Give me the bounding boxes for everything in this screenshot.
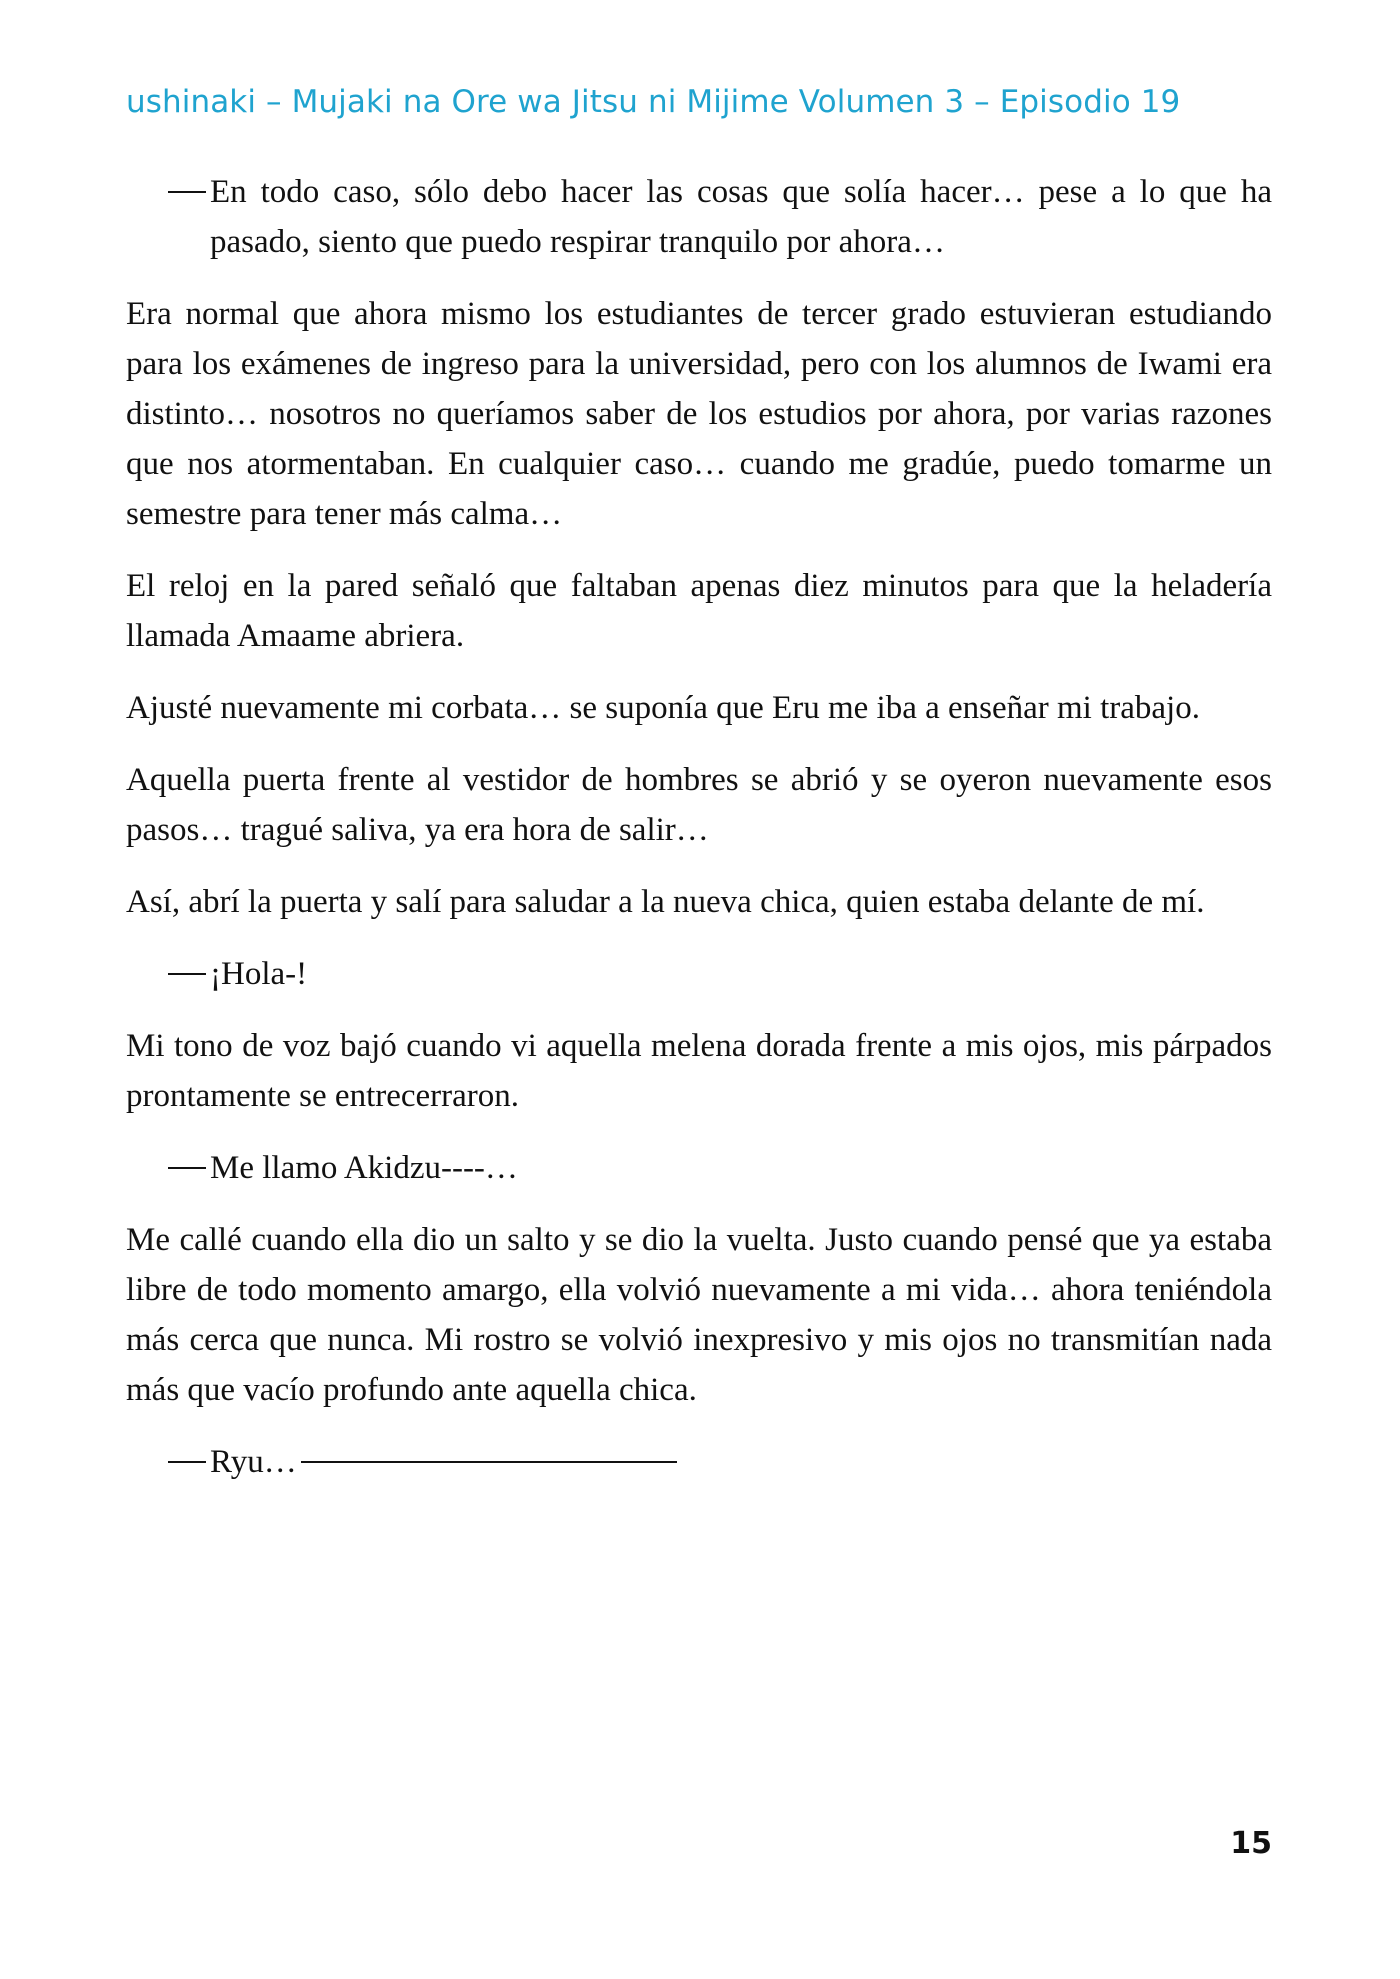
dialogue-line: [126, 167, 1272, 267]
dialogue-line: [126, 1143, 1272, 1193]
narration-paragraph: Ajusté nuevamente mi corbata… se suponía que Eru me iba a enseñar mi trabajo.: [126, 690, 1200, 726]
narration-paragraph: Era normal que ahora mismo los estudiantes de tercer grado estuvieran estudiando para los exámenes de ingreso para la universidad, pero con los alumnos de Iwami era distinto… nosotros no queríamos saber de los estudios por ahora, por varias razones que nos atormentaban. En cualquier caso… cuando me gradúe, puedo tomarme un semestre para tener más calma…: [126, 296, 1272, 532]
trailing-rule: [301, 1461, 677, 1463]
dialogue-text: Me llamo Akidzu----…: [210, 1150, 518, 1186]
dialogue-line: [126, 949, 1272, 999]
dialogue-text: Ryu…: [210, 1444, 297, 1480]
em-dash: [168, 167, 210, 217]
em-dash: [168, 949, 210, 999]
em-dash: [168, 1437, 210, 1487]
narration-paragraph: Así, abrí la puerta y salí para saludar a la nueva chica, quien estaba delante de mí.: [126, 884, 1205, 920]
em-dash: [168, 1143, 210, 1193]
narration-paragraph: Me callé cuando ella dio un salto y se dio la vuelta. Justo cuando pensé que ya estaba libre de todo momento amargo, ella volvió nuevamente a mi vida… ahora teniéndola más cerca que nunca. Mi rostro se volvió inexpresivo y mis ojos no transmitían nada más que vacío profundo ante aquella chica.: [126, 1222, 1272, 1408]
narration-paragraph: Aquella puerta frente al vestidor de hombres se abrió y se oyeron nuevamente esos pasos… tragué saliva, ya era hora de salir…: [126, 762, 1272, 848]
narration-paragraph: El reloj en la pared señaló que faltaban apenas diez minutos para que la heladería llamada Amaame abriera.: [126, 568, 1272, 654]
dialogue-line: [126, 1437, 1272, 1487]
dialogue-text: ¡Hola-!: [210, 956, 308, 992]
chapter-body: [126, 167, 1272, 1509]
page-number: 15: [1230, 1826, 1272, 1861]
narration-paragraph: Mi tono de voz bajó cuando vi aquella melena dorada frente a mis ojos, mis párpados prontamente se entrecerraron.: [126, 1028, 1272, 1114]
running-header: ushinaki – Mujaki na Ore wa Jitsu ni Mijime Volumen 3 – Episodio 19: [126, 84, 1181, 120]
dialogue-text: En todo caso, sólo debo hacer las cosas que solía hacer… pese a lo que ha pasado, siento que puedo respirar tranquilo por ahora…: [210, 174, 1272, 260]
